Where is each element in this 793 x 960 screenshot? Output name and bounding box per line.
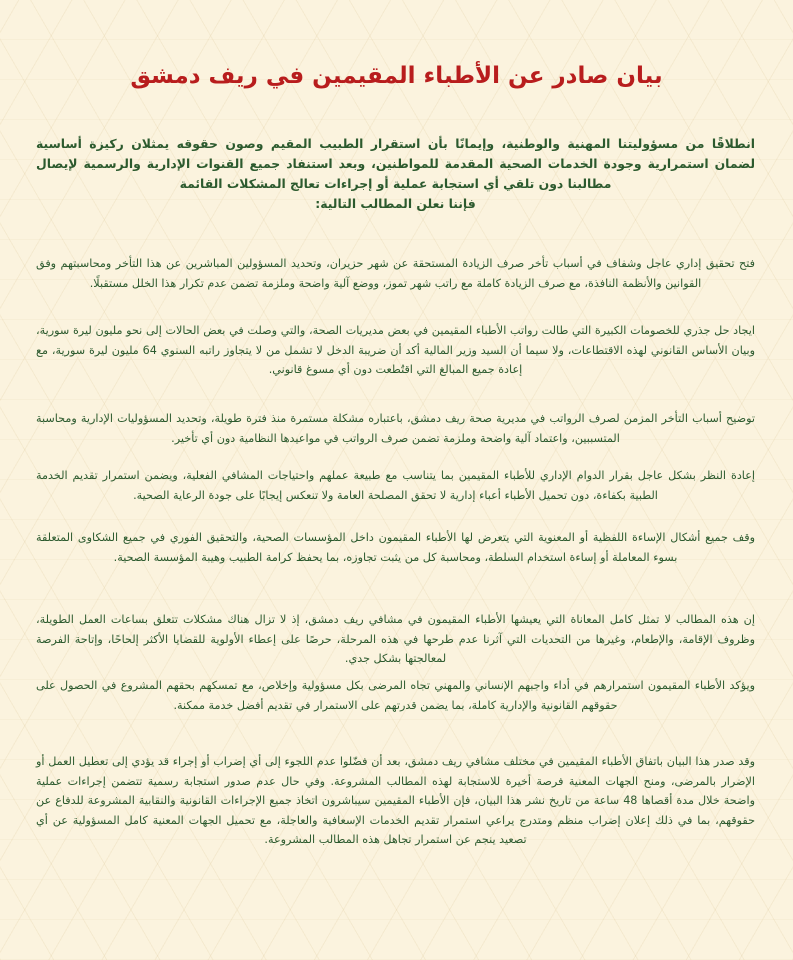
intro-lead: فإننا نعلن المطالب التالية: xyxy=(315,196,476,211)
closing-paragraph-1: إن هذه المطالب لا تمثل كامل المعاناة التي يعيشها الأطباء المقيمون في مشافي ريف دمشق، إذ لا تزال هناك مشكلات تتعلق بساعات العمل الطويلة، وظروف الإقامة، والإطعام، وغيرها من التحديات التي آثرنا عدم طرحها في هذه المرحلة، حرصًا على إعطاء الأولوية للقضايا الأكثر إلحاحًا، وإتاحة الفرصة لمعالجتها بشكل جدي. xyxy=(36,613,755,665)
demand-paragraph-2: ايجاد حل جذري للخصومات الكبيرة التي طالت رواتب الأطباء المقيمين في بعض مديريات الصحة، والتي وصلت في بعض الحالات إلى نحو مليون ليرة سورية، وبيان الأساس القانوني لهذه الاقتطاعات، ولا سيما أن السيد وزير المالية أكد أن ضريبة الدخل لا تشمل من لا يتجاوز راتبه السنوي 64 مليون ليرة سورية، مع إعادة جميع المبالغ التي اقتُطعت دون أي مسوغ قانوني. xyxy=(36,324,755,376)
demand-paragraph-1: فتح تحقيق إداري عاجل وشفاف في أسباب تأخر صرف الزيادة المستحقة عن شهر حزيران، وتحديد المسؤولين المباشرين عن هذا التأخر ومحاسبتهم وفق القوانين والأنظمة النافذة، مع صرف الزيادة كاملة مع راتب شهر تموز، ووضع آلية واضحة وملزمة تضمن عدم تكرار هذا الخلل مستقبلًا. xyxy=(36,257,755,290)
demand-paragraph-5: وقف جميع أشكال الإساءة اللفظية أو المعنوية التي يتعرض لها الأطباء المقيمون داخل المؤسسات الصحية، والتحقيق الفوري في جميع الشكاوى المتعلقة بسوء المعاملة أو إساءة استخدام السلطة، ومحاسبة كل من يثبت تجاوزه، بما يحفظ كرامة الطبيب وهيبة المؤسسة الصحية. xyxy=(36,531,755,564)
page-title: بيان صادر عن الأطباء المقيمين في ريف دمشق xyxy=(130,63,663,89)
demand-paragraph-4: إعادة النظر بشكل عاجل بقرار الدوام الإداري للأطباء المقيمين بما يتناسب مع طبيعة عملهم واحتياجات المشافي الفعلية، ويضمن استمرار تقديم الخدمة الطبية بكفاءة، دون تحميل الأطباء أعباء إدارية لا تحقق المصلحة العامة ولا تنعكس إيجابًا على جودة الرعاية الصحية. xyxy=(36,469,755,502)
intro-body: انطلاقًا من مسؤوليتنا المهنية والوطنية، وإيمانًا بأن استقرار الطبيب المقيم وصون حقوقه يمثلان ركيزة أساسية لضمان استمرارية وجودة الخدمات الصحية المقدمة للمواطنين، وبعد استنفاد جميع القنوات الإدارية والرسمية لإيصال مطالبنا دون تلقي أي استجابة عملية أو إجراءات تعالج المشكلات القائمة xyxy=(36,136,755,191)
closing-paragraph-2: ويؤكد الأطباء المقيمون استمرارهم في أداء واجبهم الإنساني والمهني تجاه المرضى بكل مسؤولية وإخلاص، مع تمسكهم بحقهم المشروع في الحصول على حقوقهم القانونية والإدارية كاملة، بما يضمن قدرتهم على الاستمرار في تقديم أفضل خدمة ممكنة. xyxy=(36,679,755,712)
final-paragraph: وقد صدر هذا البيان باتفاق الأطباء المقيمين في مختلف مشافي ريف دمشق، بعد أن فضّلوا عدم اللجوء إلى أي إضراب أو إجراء قد يؤدي إلى تعطيل العمل أو الإضرار بالمرضى، ومنح الجهات المعنية فرصة أخيرة للاستجابة لهذه المطالب المشروعة. وفي حال عدم صدور استجابة رسمية تتضمن إجراءات عملية واضحة خلال مدة أقصاها 48 ساعة من تاريخ نشر هذا البيان، فإن الأطباء المقيمين سيباشرون اتخاذ جميع الإجراءات القانونية والنقابية المشروعة للدفاع عن حقوقهم، بما في ذلك إعلان إضراب منظم ومتدرج يراعي استمرار تقديم الخدمات الإسعافية والعاجلة، مع تحميل الجهات المعنية كامل المسؤولية عن أي تصعيد ينجم عن استمرار تجاهل هذه المطالب المشروعة. xyxy=(36,755,755,846)
demand-paragraph-3: توضيح أسباب التأخر المزمن لصرف الرواتب في مديرية صحة ريف دمشق، باعتباره مشكلة مستمرة منذ فترة طويلة، وتحديد المسؤوليات الإدارية ومحاسبة المتسببين، واعتماد آلية واضحة وملزمة تضمن صرف الرواتب في مواعيدها النظامية دون أي تأخير. xyxy=(36,412,755,445)
intro-paragraph xyxy=(36,134,755,214)
